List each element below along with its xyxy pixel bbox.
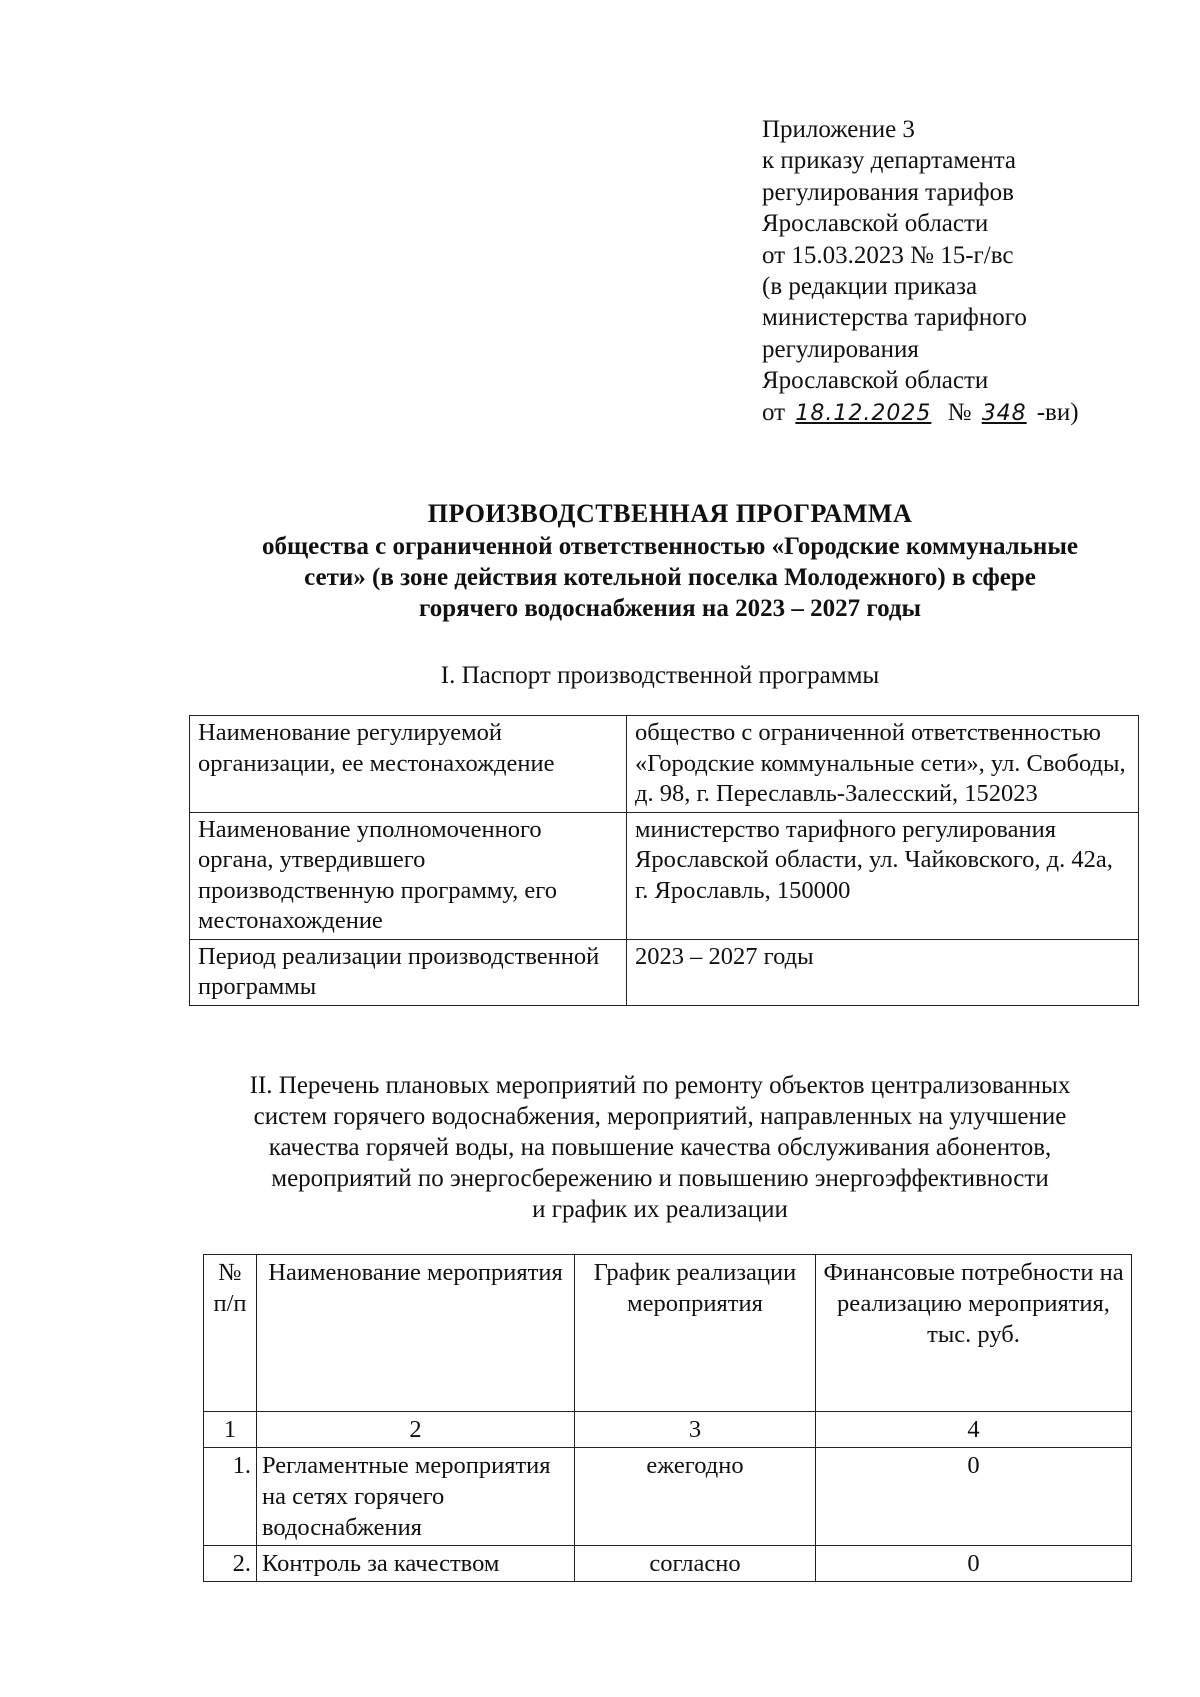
section2-heading-line: и график их реализации bbox=[532, 1196, 788, 1223]
passport-value: общество с ограниченной ответственностью «Городские коммунальные сети», ул. Свободы, д. 98, г. Переславль-Залесский, 152023 bbox=[627, 716, 1139, 813]
section1-heading: I. Паспорт производственной программы bbox=[440, 662, 880, 689]
table-header-row bbox=[204, 1255, 1132, 1412]
handwritten-number: 348 bbox=[981, 400, 1027, 426]
column-number-row bbox=[204, 1412, 1132, 1448]
appendix-line: (в редакции приказа bbox=[762, 273, 978, 301]
number-sign: № bbox=[947, 398, 972, 426]
appendix-line: от 15.03.2023 № 15-г/вс bbox=[762, 241, 1014, 269]
col-number: 3 bbox=[575, 1412, 816, 1448]
title-sub-line: горячего водоснабжения на 2023 – 2027 годы bbox=[418, 595, 922, 622]
handwritten-date: 18.12.2025 bbox=[795, 400, 932, 426]
passport-label: Период реализации производственной программы bbox=[190, 939, 627, 1005]
passport-value: министерство тарифного регулирования Ярославской области, ул. Чайковского, д. 42а, г. Ярославль, 150000 bbox=[627, 812, 1139, 939]
title-sub-line: общества с ограниченной ответственностью «Городские коммунальные bbox=[262, 533, 1078, 560]
passport-table bbox=[189, 715, 1139, 1006]
appendix-line: министерства тарифного bbox=[762, 304, 1027, 332]
row-name: Регламентные мероприятия на сетях горячего водоснабжения bbox=[257, 1448, 575, 1546]
appendix-line: Приложение 3 bbox=[762, 116, 915, 143]
title-sub-line: сети» (в зоне действия котельной поселка Молодежного) в сфере bbox=[304, 564, 1036, 591]
table-row bbox=[190, 716, 1139, 813]
appendix-amendment-line bbox=[762, 397, 1079, 429]
header-num: № п/п bbox=[204, 1255, 257, 1412]
row-num: 1. bbox=[204, 1448, 257, 1546]
appendix-line: регулирования тарифов bbox=[762, 178, 1014, 206]
section2-heading-line: качества горячей воды, на повышение качества обслуживания абонентов, bbox=[268, 1134, 1052, 1161]
passport-label: Наименование регулируемой организации, ее местонахождение bbox=[190, 716, 627, 813]
appendix-line: регулирования bbox=[762, 335, 919, 363]
passport-label: Наименование уполномоченного органа, утвердившего производственную программу, его местонахождение bbox=[190, 812, 627, 939]
row-finance: 0 bbox=[816, 1546, 1132, 1582]
row-finance: 0 bbox=[816, 1448, 1132, 1546]
table-row bbox=[204, 1546, 1132, 1582]
section2-heading-line: II. Перечень плановых мероприятий по ремонту объектов централизованных bbox=[249, 1072, 1071, 1099]
passport-value: 2023 – 2027 годы bbox=[627, 939, 1139, 1005]
header-schedule: График реализации мероприятия bbox=[575, 1255, 816, 1412]
section2-heading-line: систем горячего водоснабжения, мероприятий, направленных на улучшение bbox=[253, 1103, 1067, 1130]
row-schedule: согласно bbox=[575, 1546, 816, 1582]
row-schedule: ежегодно bbox=[575, 1448, 816, 1546]
appendix-line: Ярославской области bbox=[762, 210, 989, 238]
title-main: ПРОИЗВОДСТВЕННАЯ ПРОГРАММА bbox=[427, 499, 913, 528]
appendix-line: Ярославской области bbox=[762, 367, 989, 395]
col-number: 1 bbox=[204, 1412, 257, 1448]
col-number: 2 bbox=[257, 1412, 575, 1448]
section2-heading-line: мероприятий по энергосбережению и повышению энергоэффективности bbox=[271, 1165, 1049, 1192]
amendment-prefix: от bbox=[762, 398, 786, 426]
program-title bbox=[180, 497, 1160, 624]
table-row bbox=[190, 939, 1139, 1005]
header-name: Наименование мероприятия bbox=[257, 1255, 575, 1412]
amendment-suffix: -ви) bbox=[1036, 398, 1079, 426]
table-row bbox=[190, 812, 1139, 939]
appendix-header bbox=[762, 114, 1079, 429]
row-name: Контроль за качеством bbox=[257, 1546, 575, 1582]
table-row bbox=[204, 1448, 1132, 1546]
row-num: 2. bbox=[204, 1546, 257, 1582]
section2-heading bbox=[180, 1070, 1140, 1225]
header-finance: Финансовые потребности на реализацию мероприятия, тыс. руб. bbox=[816, 1255, 1132, 1412]
measures-table bbox=[203, 1254, 1132, 1582]
appendix-line: к приказу департамента bbox=[762, 147, 1017, 175]
col-number: 4 bbox=[816, 1412, 1132, 1448]
